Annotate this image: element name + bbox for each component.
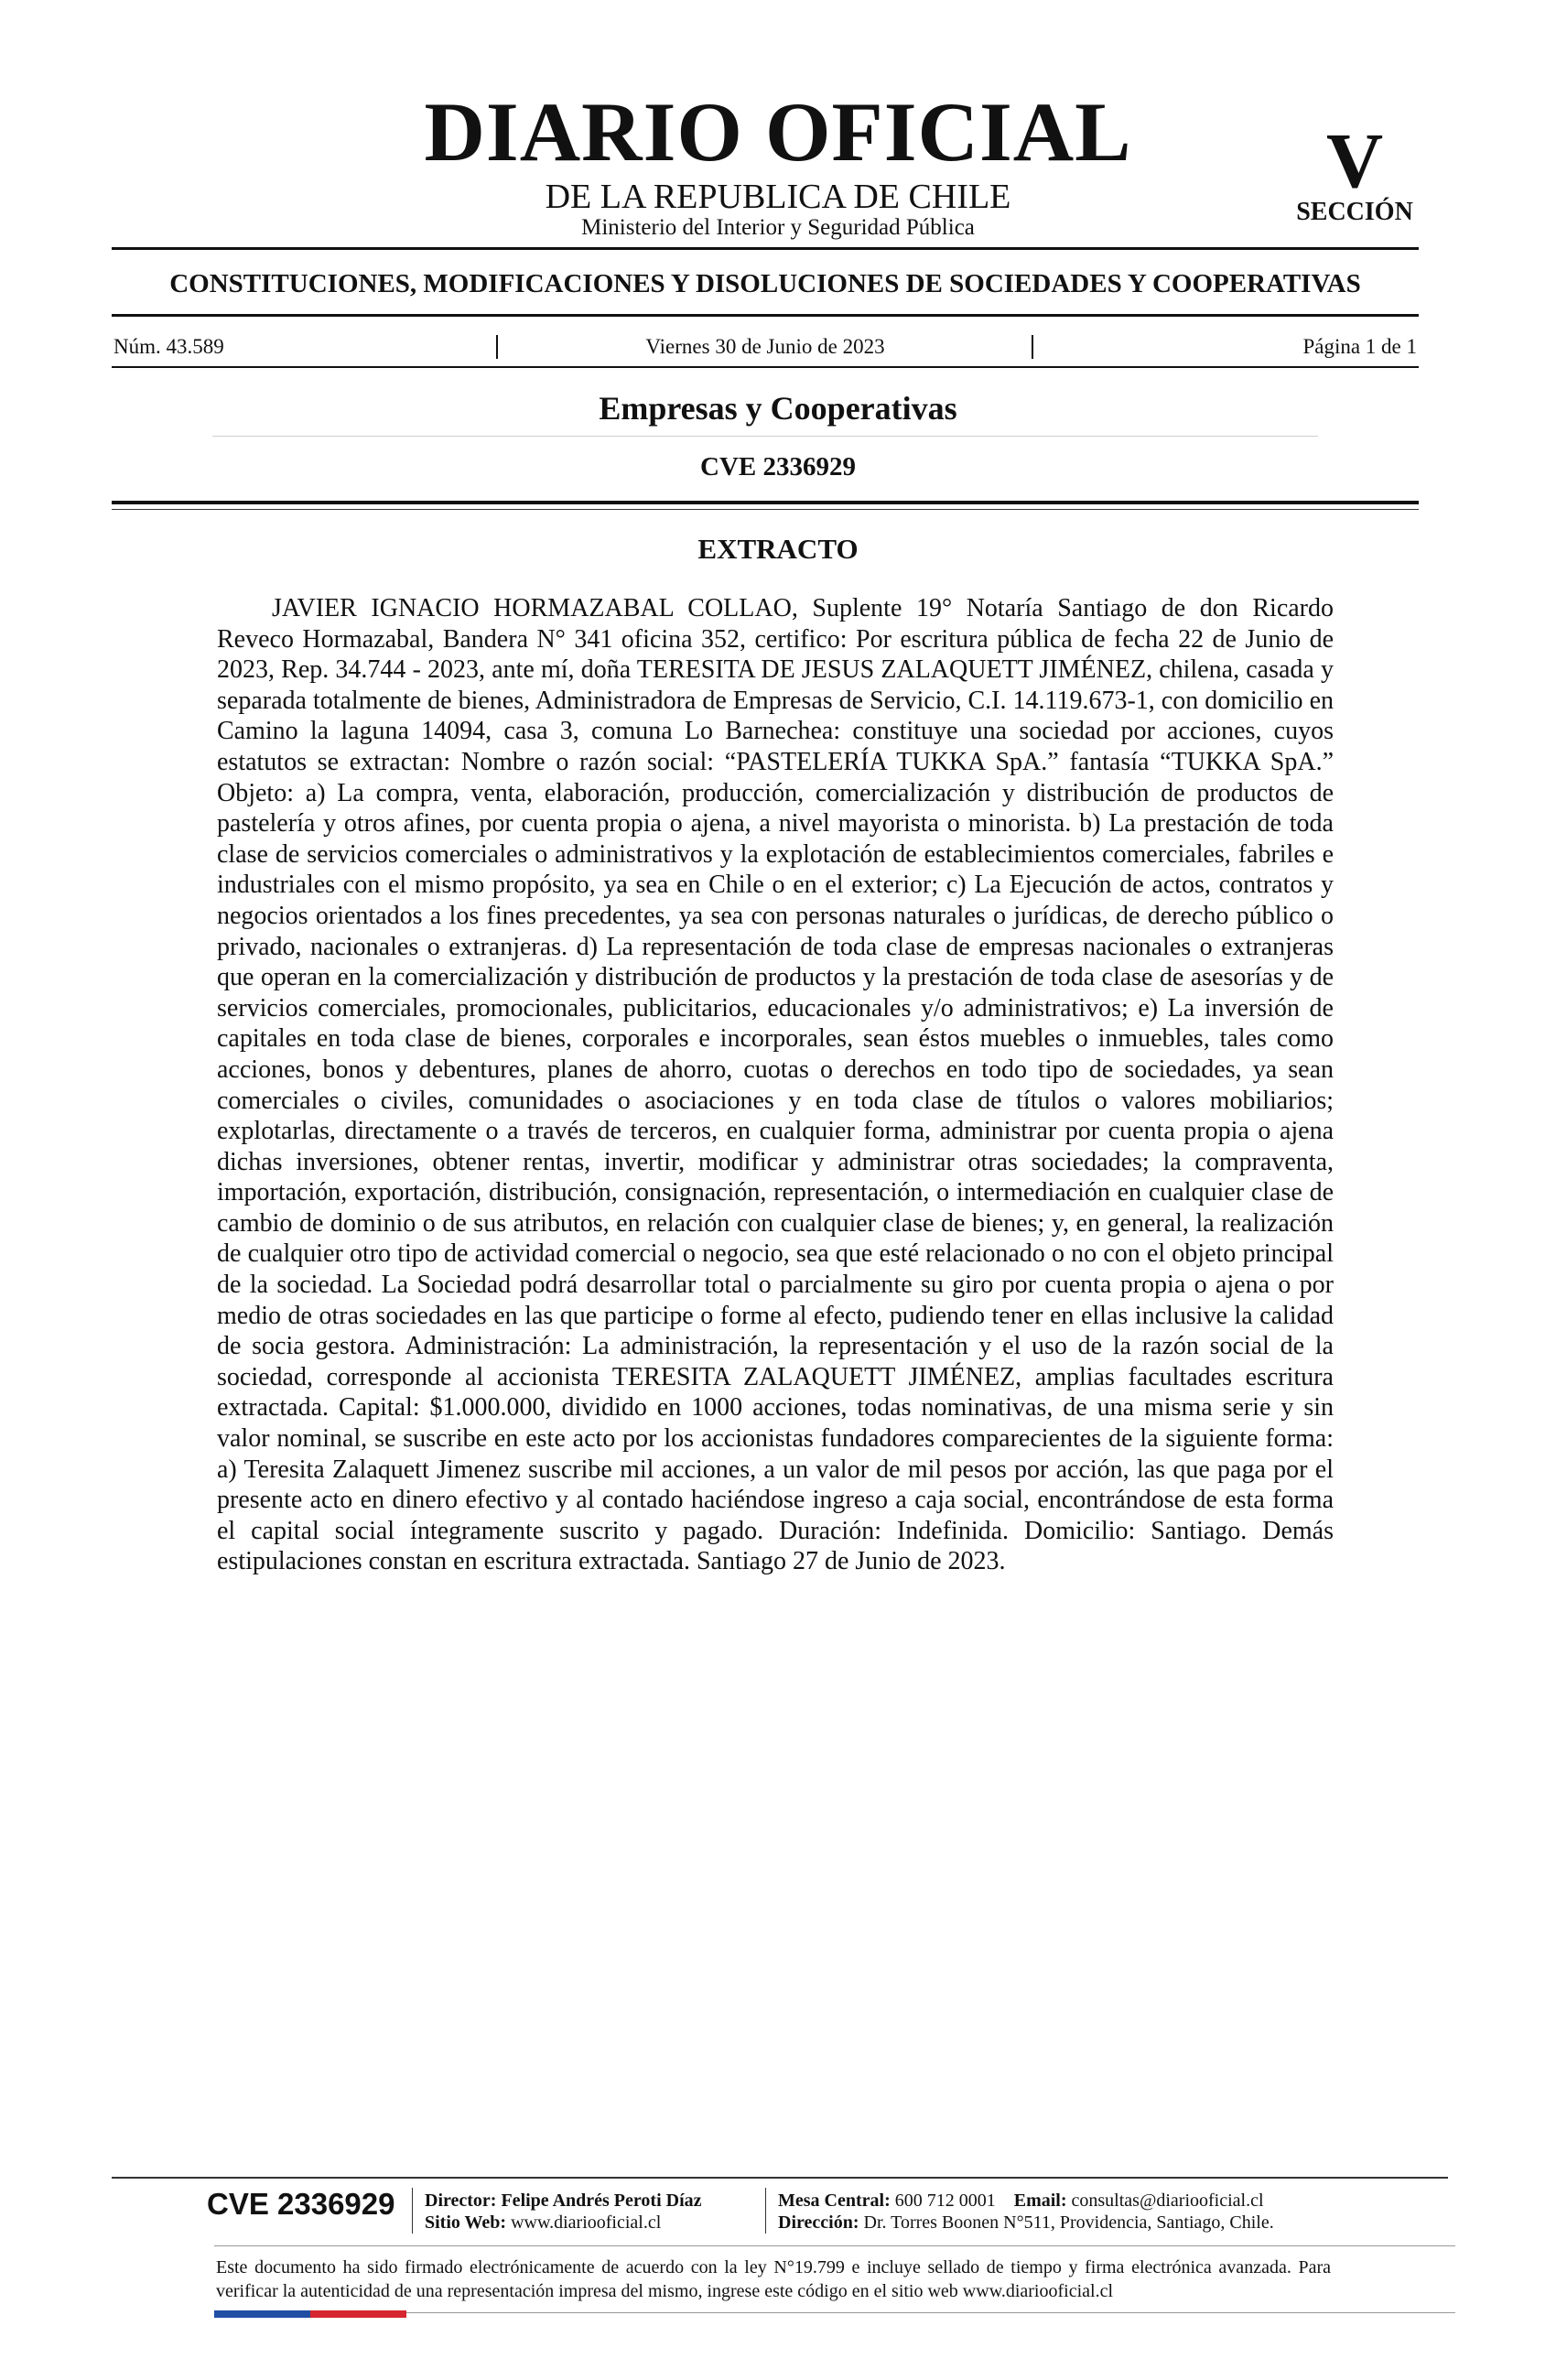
footer-contact-block bbox=[778, 2190, 1274, 2234]
director-label: Director: bbox=[425, 2191, 497, 2211]
address-label: Dirección: bbox=[778, 2212, 859, 2233]
email-link[interactable]: consultas@diariooficial.cl bbox=[1071, 2191, 1264, 2211]
masthead-ministry: Ministerio del Interior y Seguridad Pública bbox=[581, 215, 975, 240]
masthead-subtitle: DE LA REPUBLICA DE CHILE bbox=[545, 178, 1011, 216]
section-heading: CONSTITUCIONES, MODIFICACIONES Y DISOLUCIONES DE SOCIEDADES Y COOPERATIVAS bbox=[169, 269, 1361, 298]
phone-label: Mesa Central: bbox=[778, 2191, 891, 2211]
category-divider bbox=[212, 436, 1318, 437]
bottom-rule bbox=[406, 2312, 1455, 2313]
director-name: Felipe Andrés Peroti Díaz bbox=[501, 2191, 702, 2211]
section-label: SECCIÓN bbox=[1296, 198, 1413, 226]
document-title: EXTRACTO bbox=[697, 533, 859, 565]
flag-red-segment bbox=[310, 2310, 406, 2318]
flag-blue-segment bbox=[214, 2310, 310, 2318]
email-label: Email: bbox=[1013, 2191, 1067, 2211]
phone-value: 600 712 0001 bbox=[894, 2191, 996, 2211]
issue-separator bbox=[1032, 335, 1033, 359]
footer-separator bbox=[412, 2188, 413, 2234]
address-value: Dr. Torres Boonen N°511, Providencia, Santiago, Chile. bbox=[863, 2212, 1274, 2233]
site-link[interactable]: www.diariooficial.cl bbox=[511, 2212, 662, 2233]
cve-code: CVE 2336929 bbox=[700, 452, 856, 481]
header-rule-top bbox=[112, 247, 1419, 250]
footer-cve-code: CVE 2336929 bbox=[207, 2187, 395, 2221]
footer-separator bbox=[765, 2188, 766, 2234]
issue-number: Núm. 43.589 bbox=[113, 335, 224, 358]
header-rule-bottom bbox=[112, 366, 1419, 368]
issue-page: Página 1 de 1 bbox=[1302, 335, 1417, 358]
footer-director-block bbox=[425, 2190, 702, 2234]
body-text: JAVIER IGNACIO HORMAZABAL COLLAO, Suplente 19° Notaría Santiago de don Ricardo Reveco Hormazabal, Bandera N° 341 oficina 352, certifico: Por escritura pública de fecha 22 de Junio de 2023, Rep. 34.744 - 2023, ante mí, doña TERESITA DE JESUS ZALAQUETT JIMÉNEZ, chilena, casada y separada totalmente de bienes, Administradora de Empresas de Servicio, C.I. 14.119.673-1, con domicilio en Camino la laguna 14094, casa 3, comuna Lo Barnechea: constituye una sociedad por acciones, cuyos estatutos se extractan: Nombre o razón social: “PASTELERÍA TUKKA SpA.” fantasía “TUKKA SpA.” Objeto: a) La compra, venta, elaboración, producción, comercialización y distribución de productos de pastelería y otros afines, por cuenta propia o ajena, a nivel mayorista o minorista. b) La prestación de toda clase de servicios comerciales o administrativos y la explotación de establecimientos comerciales, fabriles e industriales con el mismo propósito, ya sea en Chile o en el exterior; c) La Ejecución de actos, contratos y negocios orientados a los fines precedentes, ya sea con personas naturales o jurídicas, de derecho público o privado, nacionales o extranjeras. d) La representación de toda clase de empresas nacionales o extranjeras que operan en la comercialización y distribución de productos y la prestación de toda clase de asesorías y de servicios comerciales, promocionales, publicitarios, educacionales y/o administrativos; e) La inversión de capitales en toda clase de bienes, corporales e incorporales, sean éstos muebles o inmuebles, tales como acciones, bonos y debentures, planes de ahorro, cuotas o derechos en todo tipo de sociedades, ya sean comerciales o civiles, comunidades o asociaciones y en toda clase de títulos o valores mobiliarios; explotarlas, directamente o a través de terceros, en cualquier forma, administrar por cuenta propia o ajena dichas inversiones, obtener rentas, invertir, modificar y administrar otras sociedades; la compraventa, importación, exportación, distribución, consignación, representación, o intermediación en cualquier clase de cambio de dominio o de sus atributos, en relación con cualquier clase de bienes; y, en general, la realización de cualquier otro tipo de actividad comercial o negocio, sea que esté relacionado o no con el objeto principal de la sociedad. La Sociedad podrá desarrollar total o parcialmente su giro por cuenta propia o ajena o por medio de otras sociedades en las que participe o forme al efecto, pudiendo tener en ellas inclusive la calidad de socia gestora. Administración: La administración, la representación y el uso de la razón social de la sociedad, corresponde al accionista TERESITA ZALAQUETT JIMÉNEZ, amplias facultades escritura extractada. Capital: $1.000.000, dividido en 1000 acciones, todas nominativas, de una misma serie y sin valor nominal, se suscribe en este acto por los accionistas fundadores comparecientes de la siguiente forma: a) Teresita Zalaquett Jimenez suscribe mil acciones, a un valor de mil pesos por acción, las que paga por el presente acto en dinero efectivo y al contado haciéndose ingreso a caja social, encontrándose de esta forma el capital social íntegramente suscrito y pagado. Duración: Indefinida. Domicilio: Santiago. Demás estipulaciones constan en escritura extractada. Santiago 27 de Junio de 2023. bbox=[217, 594, 1334, 1576]
footer-divider bbox=[214, 2245, 1455, 2246]
content-rule-thick bbox=[112, 501, 1419, 504]
header-rule-middle bbox=[112, 314, 1419, 317]
footer-legal-note: Este documento ha sido firmado electrónicamente de acuerdo con la ley N°19.799 e incluye sellado de tiempo y firma electrónica avanzada. Para verificar la autenticidad de una representación impresa del mismo, ingrese este código en el sitio web www.diariooficial.cl bbox=[216, 2257, 1331, 2301]
footer-rule bbox=[112, 2177, 1448, 2179]
issue-info-row bbox=[112, 333, 1419, 361]
site-label: Sitio Web: bbox=[425, 2212, 507, 2233]
category-title: Empresas y Cooperativas bbox=[599, 390, 957, 427]
section-letter: V bbox=[1325, 116, 1384, 204]
content-rule-thin bbox=[112, 509, 1419, 510]
issue-date: Viernes 30 de Junio de 2023 bbox=[645, 335, 885, 358]
masthead-title: DIARIO OFICIAL bbox=[424, 85, 1132, 178]
flag-color-bar bbox=[214, 2310, 406, 2318]
